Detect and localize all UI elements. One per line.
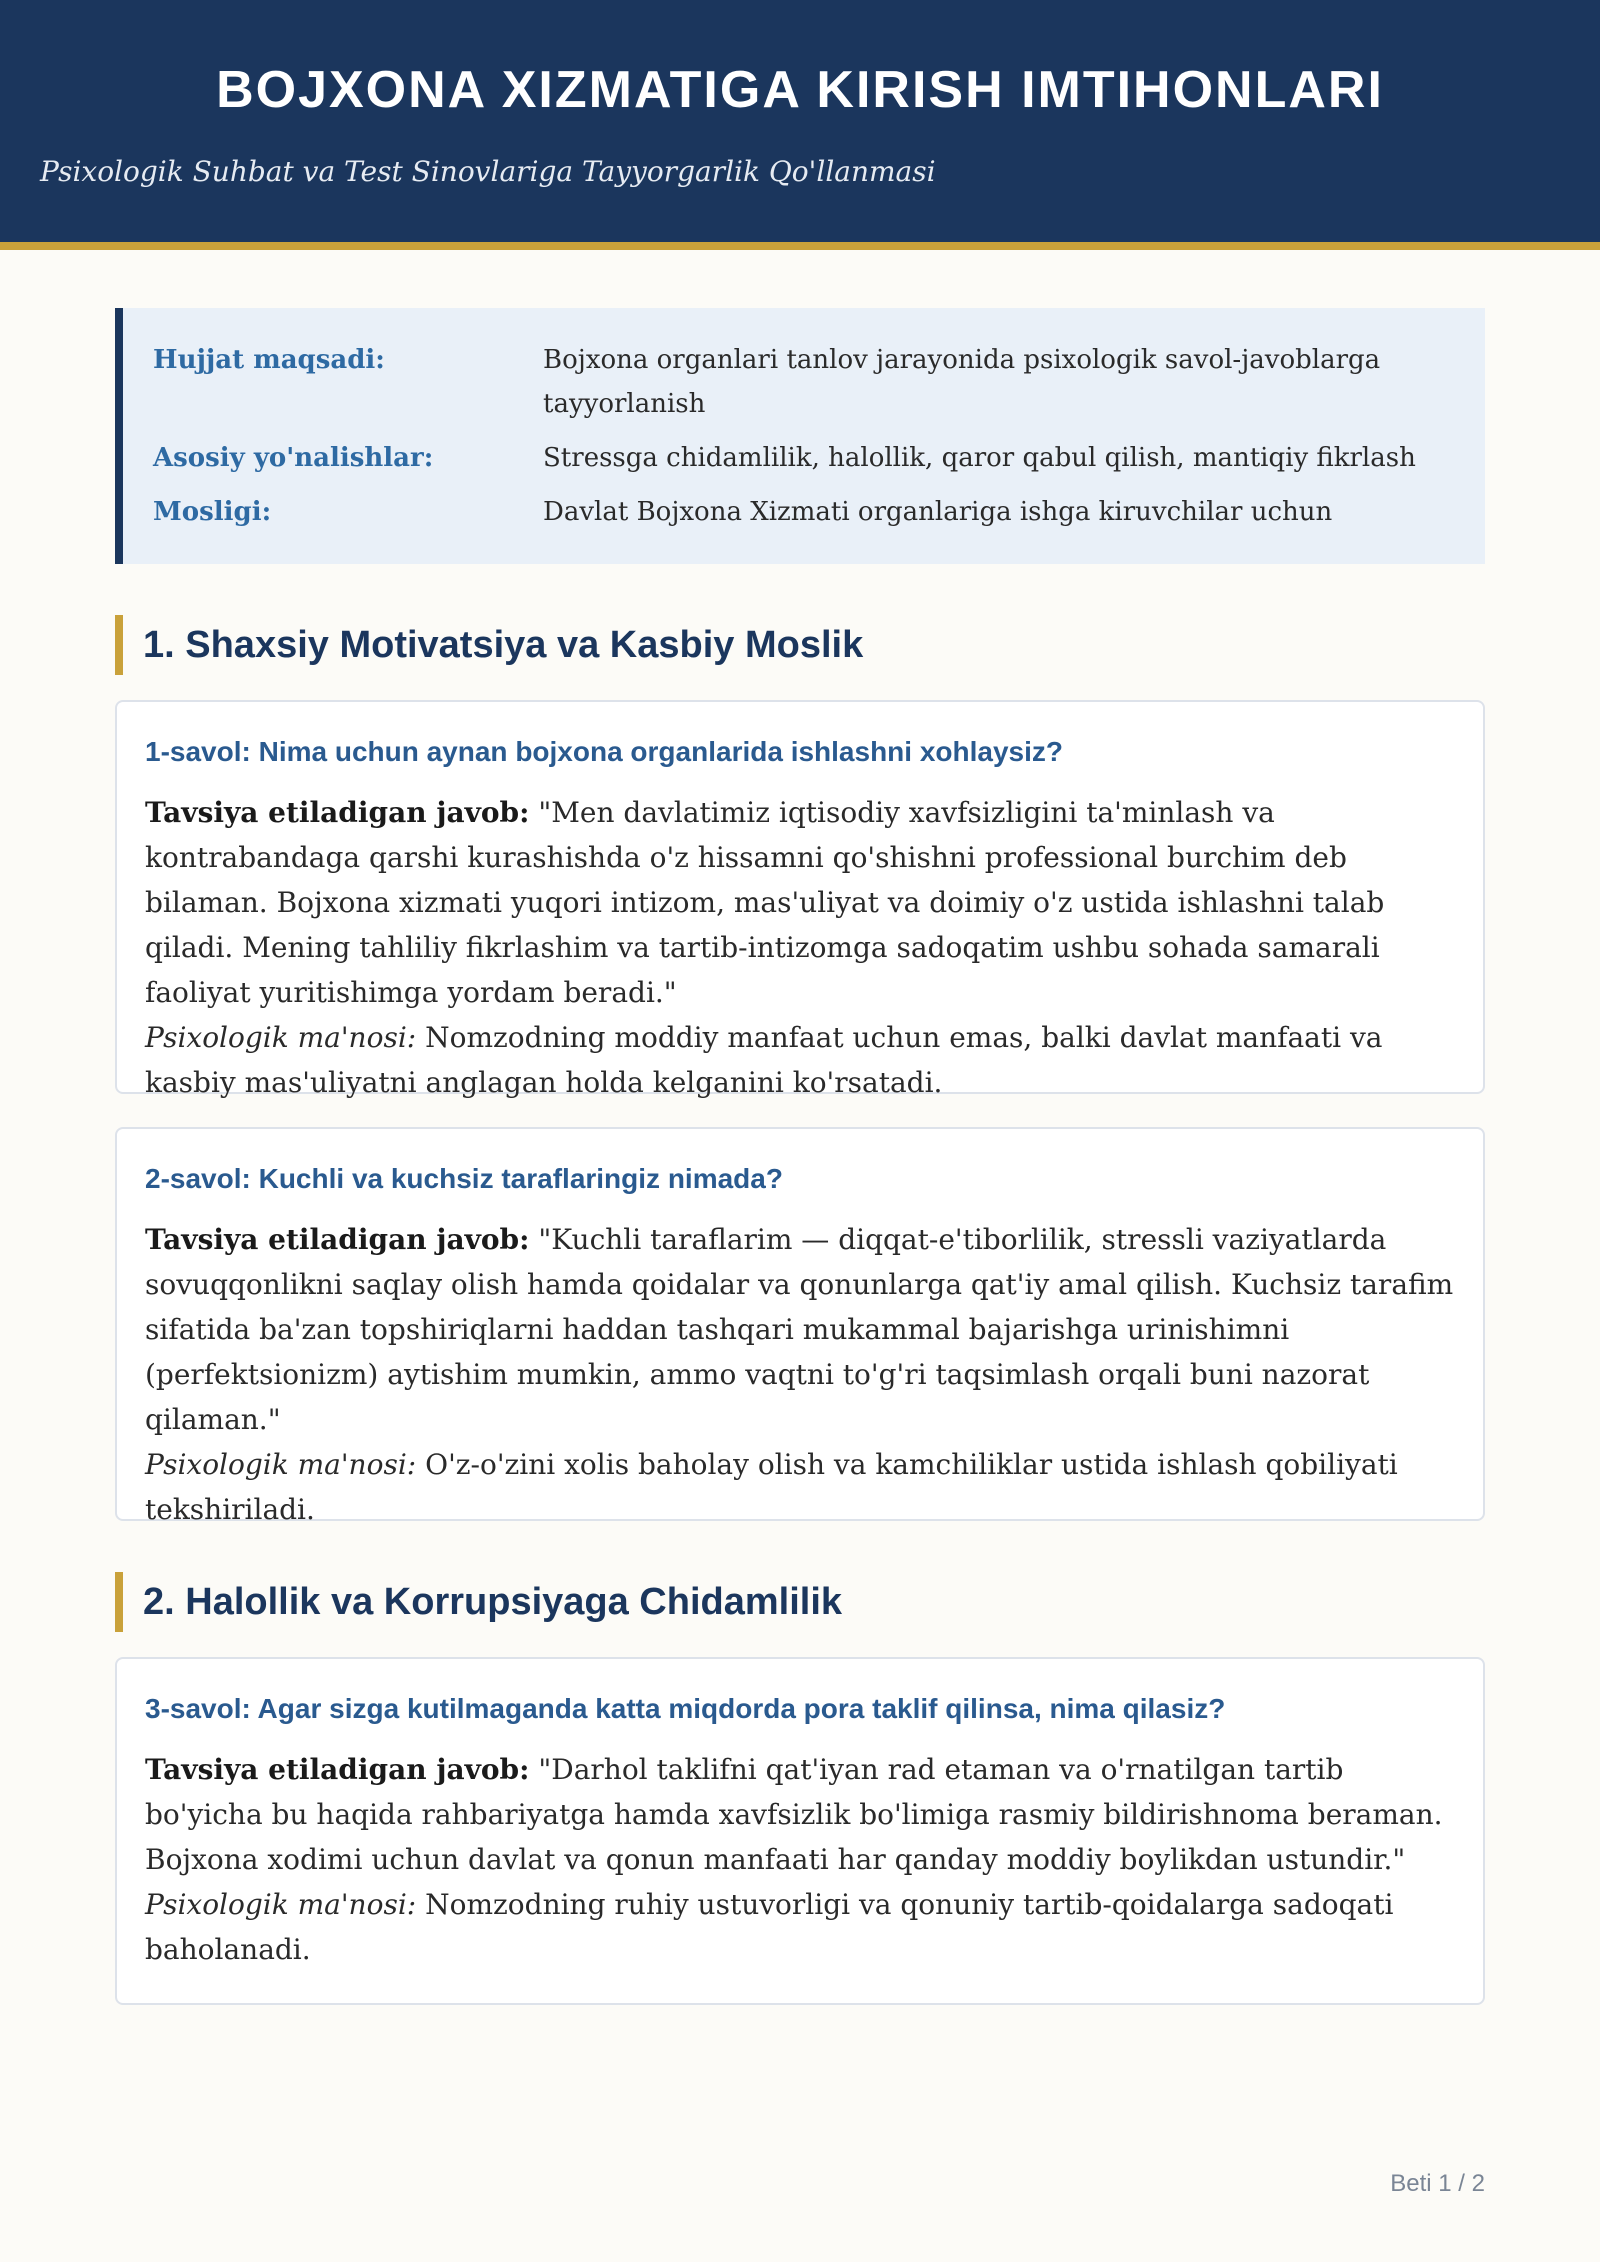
answer-block bbox=[145, 1747, 1455, 1972]
answer-block bbox=[145, 790, 1455, 1105]
meaning-label: Psixologik ma'nosi: bbox=[145, 1021, 417, 1054]
qa-card-question-2 bbox=[115, 1127, 1485, 1526]
document-subtitle: Psixologik Suhbat va Test Sinovlariga Tayyorgarlik Qo'llanmasi bbox=[40, 155, 936, 188]
info-row-suitability bbox=[153, 490, 1455, 534]
info-label: Asosiy yo'nalishlar: bbox=[153, 443, 434, 473]
meaning-label: Psixologik ma'nosi: bbox=[145, 1888, 417, 1921]
document-title: BOJXONA XIZMATIGA KIRISH IMTIHONLARI bbox=[216, 61, 1384, 119]
info-label: Hujjat maqsadi: bbox=[153, 345, 385, 375]
info-row-purpose bbox=[153, 338, 1455, 426]
section-heading-motivation: 1. Shaxsiy Motivatsiya va Kasbiy Moslik bbox=[115, 615, 1485, 675]
info-value: Davlat Bojxona Xizmati organlariga ishga kiruvchilar uchun bbox=[543, 497, 1333, 527]
document-info-box bbox=[115, 308, 1485, 564]
section-heading-integrity: 2. Halollik va Korrupsiyaga Chidamlilik bbox=[115, 1572, 1485, 1632]
question-text: 2-savol: Kuchli va kuchsiz taraflaringiz nimada? bbox=[145, 1163, 783, 1194]
answer-block bbox=[145, 1217, 1455, 1532]
question-text: 3-savol: Agar sizga kutilmaganda katta miqdorda pora taklif qilinsa, nima qilasiz? bbox=[145, 1693, 1226, 1724]
answer-text: "Kuchli taraflarim — diqqat-e'tiborlilik, stressli vaziyatlarda sovuqqonlikni saqlay olish hamda qoidalar va qonunlarga qat'iy amal qilish. Kuchsiz tarafim sifatida ba'zan topshiriqlarni haddan tashqari mukammal bajarishga urinishimni (perfektsionizm) aytishim mumkin, ammo vaqtni to'g'ri taqsimlash orqali buni nazorat qilaman." bbox=[145, 1223, 1454, 1436]
answer-text: "Men davlatimiz iqtisodiy xavfsizligini ta'minlash va kontrabandaga qarshi kurashishda o'z hissamni qo'shishni professional burchim deb bilaman. Bojxona xizmati yuqori intizom, mas'uliyat va doimiy o'z ustida ishlashni talab qiladi. Mening tahliliy fikrlashim va tartib-intizomga sadoqatim ushbu sohada samarali faoliyat yuritishimga yordam beradi." bbox=[145, 796, 1385, 1009]
info-value: Stressga chidamlilik, halollik, qaror qabul qilish, mantiqiy fikrlash bbox=[543, 443, 1416, 473]
meaning-label: Psixologik ma'nosi: bbox=[145, 1448, 417, 1481]
answer-text: "Darhol taklifni qat'iyan rad etaman va o'rnatilgan tartib bo'yicha bu haqida rahbariyatga hamda xavfsizlik bo'limiga rasmiy bildirishnoma beraman. Bojxona xodimi uchun davlat va qonun manfaati har qanday moddiy boylikdan ustundir." bbox=[145, 1753, 1443, 1876]
question-text: 1-savol: Nima uchun aynan bojxona organlarida ishlashni xohlaysiz? bbox=[145, 736, 1063, 767]
page-number: Beti 1 / 2 bbox=[1390, 2170, 1485, 2197]
answer-label: Tavsiya etiladigan javob: bbox=[145, 796, 530, 829]
meaning-text: Nomzodning ruhiy ustuvorligi va qonuniy tartib-qoidalarga sadoqati baholanadi. bbox=[145, 1888, 1394, 1966]
info-label: Mosligi: bbox=[153, 497, 272, 527]
answer-label: Tavsiya etiladigan javob: bbox=[145, 1753, 530, 1786]
qa-card-question-1 bbox=[115, 700, 1485, 1099]
info-row-directions bbox=[153, 436, 1455, 480]
meaning-text: Nomzodning moddiy manfaat uchun emas, balki davlat manfaati va kasbiy mas'uliyatni anglagan holda kelganini ko'rsatadi. bbox=[145, 1021, 1383, 1099]
qa-card-question-3 bbox=[115, 1657, 1485, 2005]
answer-label: Tavsiya etiladigan javob: bbox=[145, 1223, 530, 1256]
document-header bbox=[0, 0, 1600, 250]
info-value: Bojxona organlari tanlov jarayonida psixologik savol-javoblarga tayyorlanish bbox=[543, 345, 1381, 419]
meaning-text: O'z-o'zini xolis baholay olish va kamchiliklar ustida ishlash qobiliyati tekshiriladi. bbox=[145, 1448, 1398, 1526]
